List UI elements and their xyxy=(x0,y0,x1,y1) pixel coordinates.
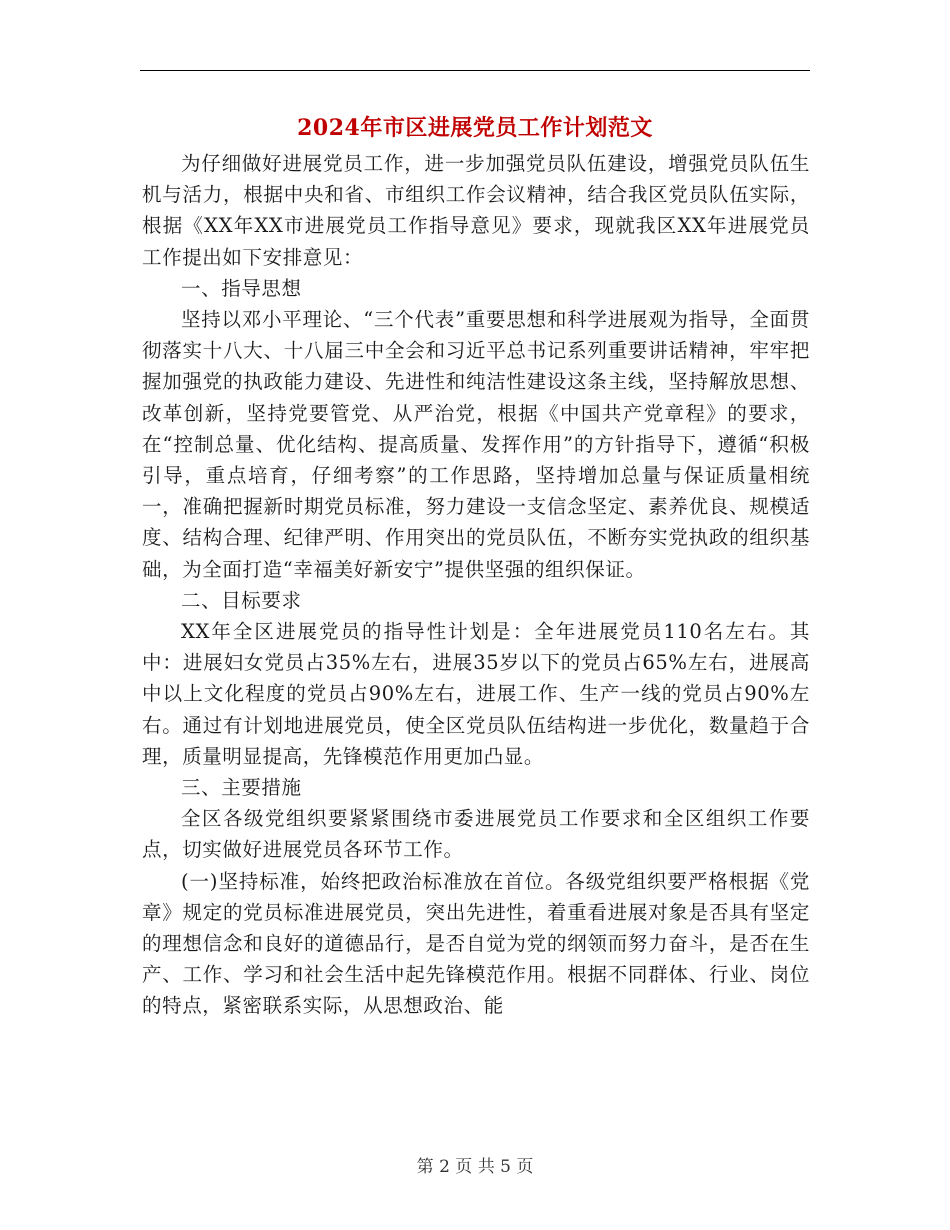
section-heading-guiding-ideology: 一、指导思想 xyxy=(181,276,302,300)
guiding-ideology-paragraph: 坚持以邓小平理论、“三个代表”重要思想和科学进展观为指导，全面贯彻落实十八大、十八届三中全会和习近平总书记系列重要讲话精神，牢牢把握加强党的执政能力建设、先进性和纯洁性建设这条主线，坚持解放思想、改革创新，坚持党要管党、从严治党，根据《中国共产党章程》的要求，在“控制总量、优化结构、提高质量、发挥作用”的方针指导下，遵循“积极引导，重点培育，仔细考察”的工作思路，坚持增加总量与保证质量相统一，准确把握新时期党员标准，努力建设一支信念坚定、素养优良、规模适度、结构合理、纪律严明、作用突出的党员队伍，不断夯实党执政的组织基础，为全面打造“幸福美好新安宁”提供坚强的组织保证。 xyxy=(142,308,810,581)
goals-paragraph: XX年全区进展党员的指导性计划是：全年进展党员110名左右。其中：进展妇女党员占35%左右，进展35岁以下的党员占65%左右，进展高中以上文化程度的党员占90%左右，进展工作、生产一线的党员占90%左右。通过有计划地进展党员，使全区党员队伍结构进一步优化，数量趋于合理，质量明显提高，先锋模范作用更加凸显。 xyxy=(142,620,810,768)
intro-paragraph: 为仔细做好进展党员工作，进一步加强党员队伍建设，增强党员队伍生机与活力，根据中央和省、市组织工作会议精神，结合我区党员队伍实际，根据《XX年XX市进展党员工作指导意见》要求，现就我区XX年进展党员工作提出如下安排意见： xyxy=(142,152,810,269)
measure-one-paragraph: (一)坚持标准，始终把政治标准放在首位。各级党组织要严格根据《党章》规定的党员标准进展党员，突出先进性，着重看进展对象是否具有坚定的理想信念和良好的道德品行，是否自觉为党的纲领而努力奋斗，是否在生产、工作、学习和社会生活中起先锋模范作用。根据不同群体、行业、岗位的特点，紧密联系实际，从思想政治、能 xyxy=(142,869,810,1018)
section-heading-measures: 三、主要措施 xyxy=(181,776,302,800)
section-heading-goals: 二、目标要求 xyxy=(181,588,302,612)
document-body xyxy=(142,148,810,1022)
header-rule xyxy=(140,70,810,71)
measures-intro-paragraph: 全区各级党组织要紧紧围绕市委进展党员工作要求和全区组织工作要点，切实做好进展党员各环节工作。 xyxy=(142,807,810,862)
document-title: 2024年市区进展党员工作计划范文 xyxy=(297,115,653,141)
page-number: 第 2 页 共 5 页 xyxy=(416,1157,534,1177)
